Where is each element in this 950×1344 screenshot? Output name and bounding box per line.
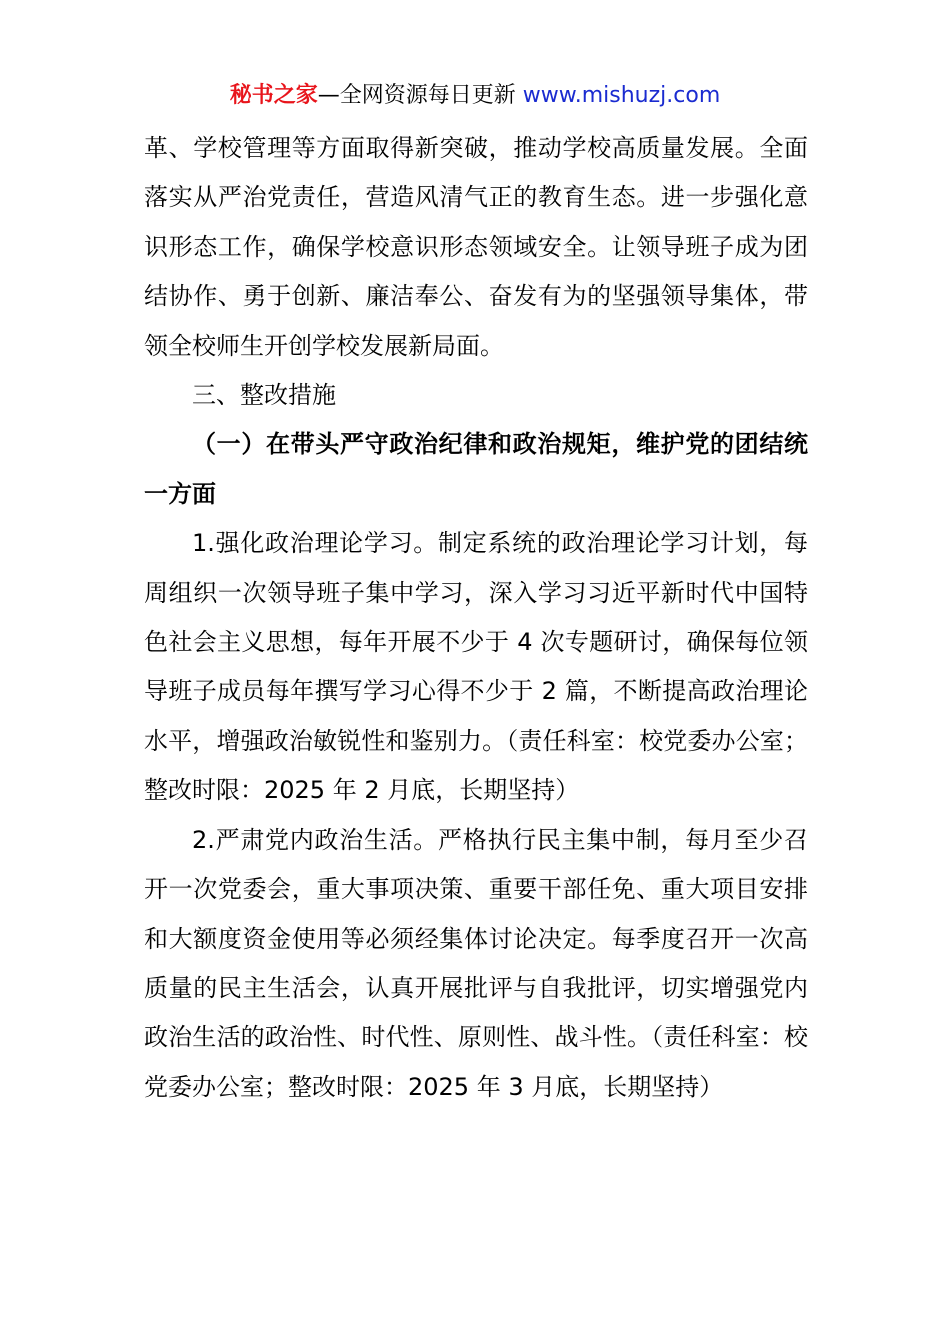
site-url-link[interactable]: www.mishuzj.com <box>522 83 721 108</box>
paragraph-continuation: 革、学校管理等方面取得新突破，推动学校高质量发展。全面落实从严治党责任，营造风清气正的教育生态。进一步强化意识形态工作，确保学校意识形态领域安全。让领导班子成为团结协作、勇于创新、廉洁奉公、奋发有为的坚强领导集体，带领全校师生开创学校发展新局面。 <box>144 134 808 360</box>
brand-name: 秘书之家 <box>229 83 318 108</box>
document-body <box>144 124 808 1112</box>
site-header <box>0 80 950 112</box>
subsection-heading: （一）在带头严守政治纪律和政治规矩，维护党的团结统一方面 <box>144 430 808 508</box>
header-slogan: —全网资源每日更新 <box>317 83 516 108</box>
section-heading: 三、整改措施 <box>192 381 336 410</box>
paragraph-item-2: 2.严肃党内政治生活。严格执行民主集中制，每月至少召开一次党委会，重大事项决策、重要干部任免、重大项目安排和大额度资金使用等必须经集体讨论决定。每季度召开一次高质量的民主生活会，认真开展批评与自我批评，切实增强党内政治生活的政治性、时代性、原则性、战斗性。（责任科室：校党委办公室；整改时限：2025 年 3 月底，长期坚持） <box>144 825 808 1101</box>
paragraph-item-1: 1.强化政治理论学习。制定系统的政治理论学习计划，每周组织一次领导班子集中学习，深入学习习近平新时代中国特色社会主义思想，每年开展不少于 4 次专题研讨，确保每位领导班子成员每年撰写学习心得不少于 2 篇，不断提高政治理论水平，增强政治敏锐性和鉴别力。（责任科室：校党委办公室；整改时限：2025 年 2 月底，长期坚持） <box>144 529 808 805</box>
